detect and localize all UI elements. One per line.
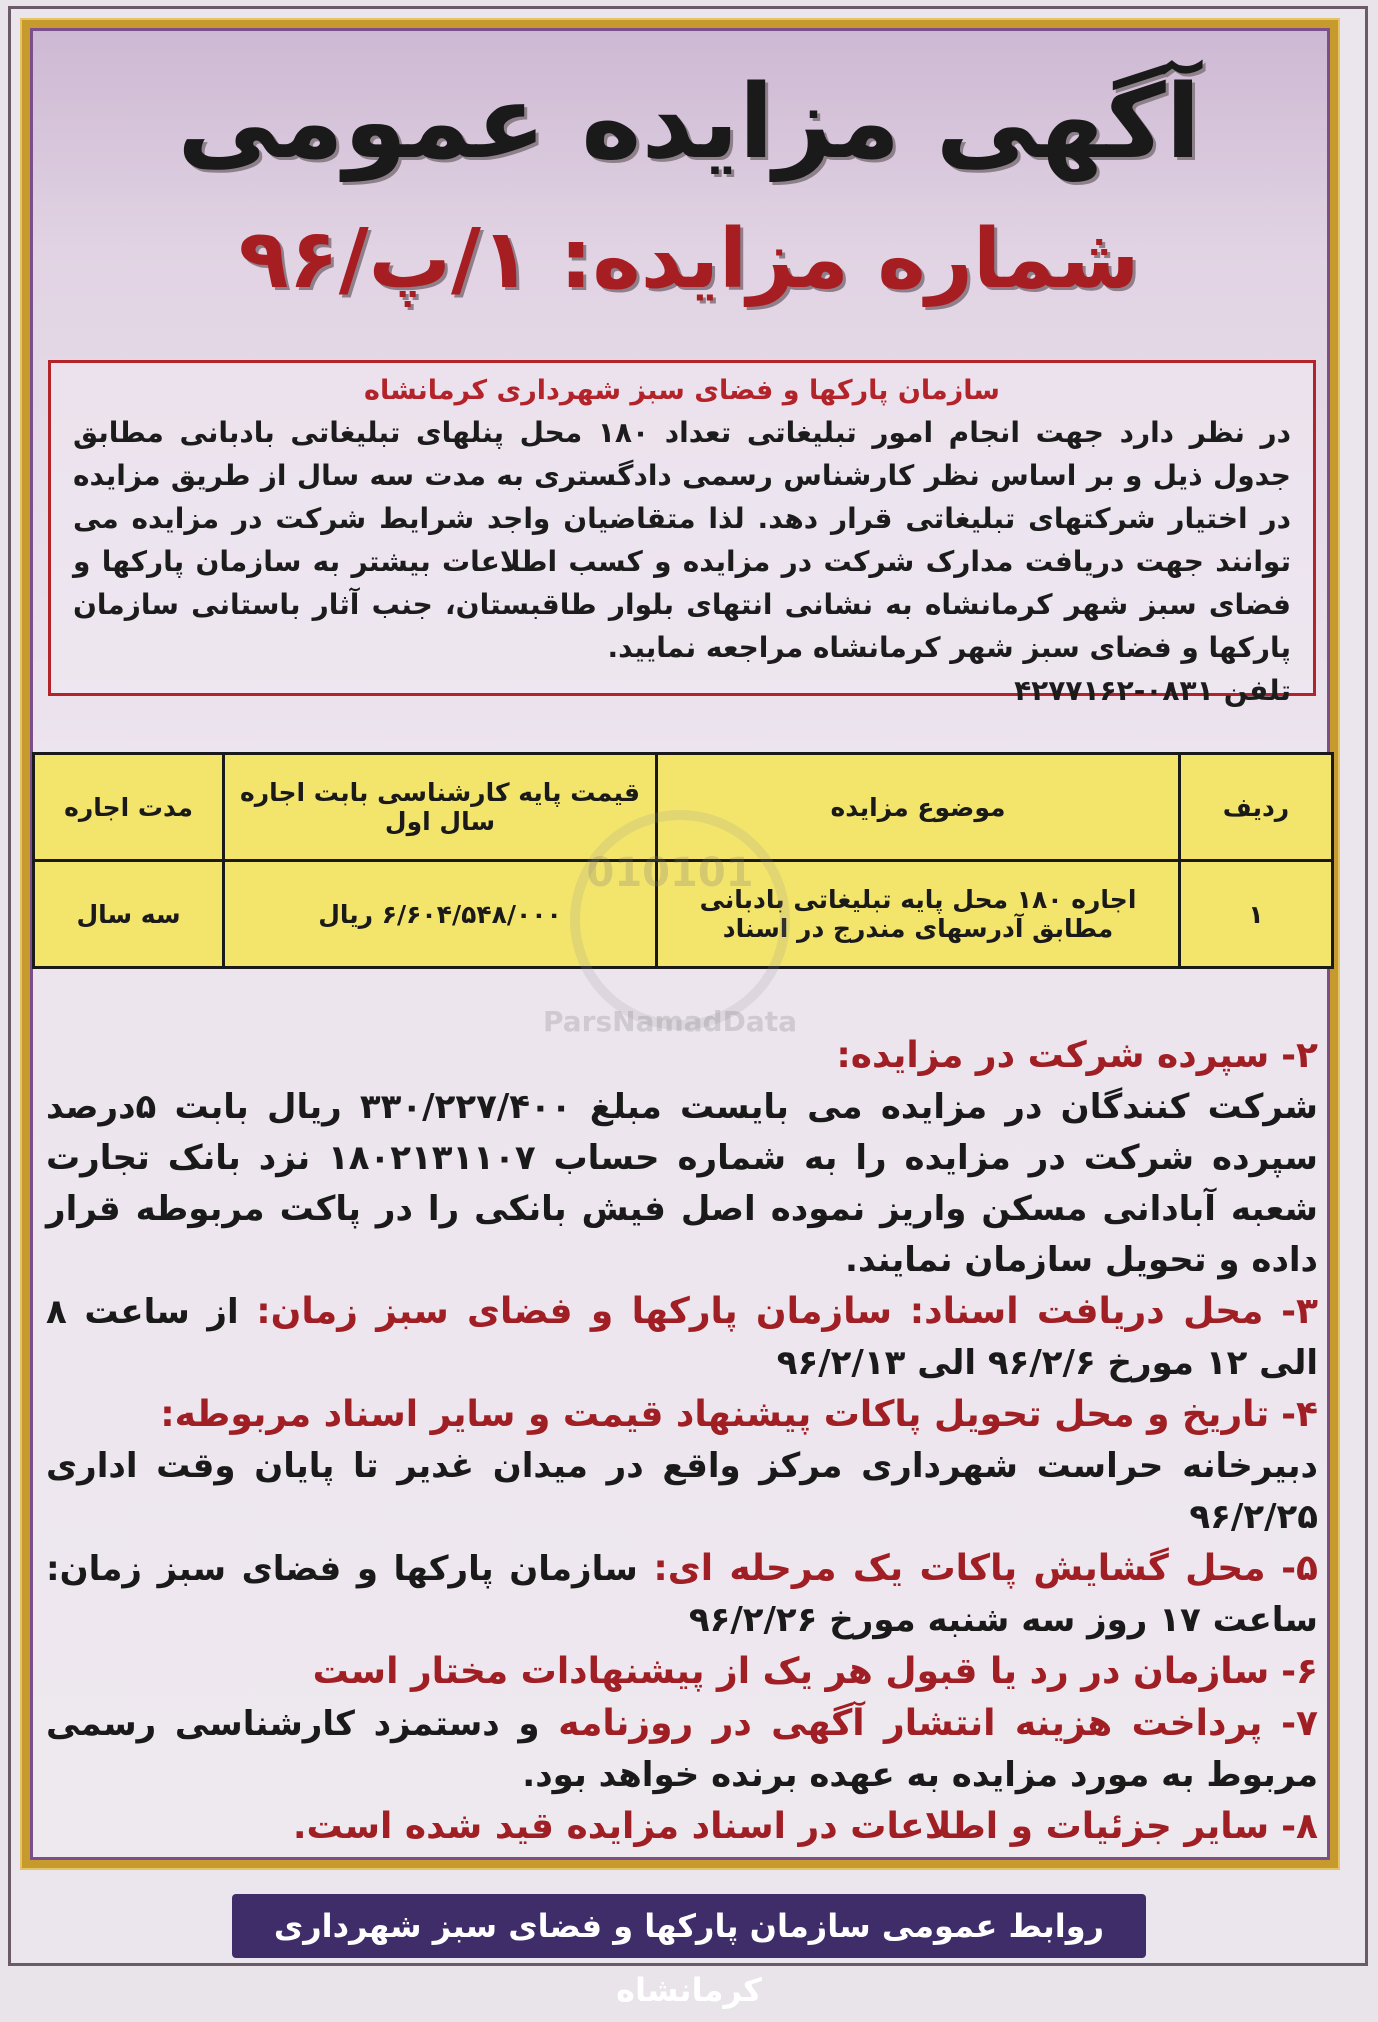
watermark-brand: ParsNamadData xyxy=(543,1005,797,1038)
phone-line xyxy=(73,669,1291,712)
section-3-text: از ساعت ۸ الی ۱۲ مورخ ۹۶/۲/۶ الی ۹۶/۲/۱۳ xyxy=(46,1292,1318,1383)
section-8-title: سایر جزئیات و اطلاعات در اسناد مزایده قید شده است. xyxy=(292,1806,1270,1847)
section-7: ۷- پرداخت هزینه انتشار آگهی در روزنامه و دستمزد کارشناسی رسمی مربوط به مورد مزایده به عهده برنده خواهد بود. xyxy=(46,1703,1319,1795)
cell-row-number: ۱ xyxy=(1180,861,1333,968)
footer-public-relations: روابط عمومی سازمان پارکها و فضای سبز شهرداری کرمانشاه xyxy=(232,1894,1146,1958)
section-4-title: تاریخ و محل تحویل پاکات پیشنهاد قیمت و سایر اسناد مربوطه: xyxy=(160,1394,1270,1435)
intro-text: در نظر دارد جهت انجام امور تبلیغاتی تعداد ۱۸۰ محل پنلهای تبلیغاتی بادبانی مطابق جدول ذیل و بر اساس نظر کارشناس رسمی دادگستری به مدت سه سال از طریق مزایده در اختیار شرکتهای تبلیغاتی قرار دهد. لذا متقاضیان واجد شرایط شرکت در مزایده می توانند جهت دریافت مدارک شرکت در مزایده و کسب اطلاعات بیشتر به سازمان پارکها و فضای سبز شهر کرمانشاه به نشانی انتهای بلوار طاقبستان، جنب آثار باستانی سازمان پارکها و فضای سبز شهر کرمانشاه مراجعه نمایید. xyxy=(73,416,1292,664)
cell-subject: اجاره ۱۸۰ محل پایه تبلیغاتی بادبانی مطابق آدرسهای مندرج در اسناد xyxy=(657,861,1180,968)
section-2: ۲- سپرده شرکت در مزایده: xyxy=(836,1035,1318,1076)
section-3-title: محل دریافت اسناد: xyxy=(909,1291,1264,1332)
phone-number: ۰۸۳۱-۴۲۷۷۱۶۲ xyxy=(1014,674,1214,707)
section-7-title: پرداخت هزینه انتشار آگهی در روزنامه xyxy=(558,1703,1263,1744)
section-6: ۶- سازمان در رد یا قبول هر یک از پیشنهادات مختار است xyxy=(312,1651,1318,1692)
section-5: ۵- محل گشایش پاکات یک مرحله ای: سازمان پارکها و فضای سبز زمان: ساعت ۱۷ روز سه شنبه مورخ ۹۶/۲/۲۶ xyxy=(46,1548,1319,1640)
section-3-highlight: سازمان پارکها و فضای سبز زمان: xyxy=(256,1291,893,1332)
section-7-text: و دستمزد کارشناسی رسمی مربوط به مورد مزایده به عهده برنده خواهد بود. xyxy=(46,1704,1318,1795)
section-8: ۸- سایر جزئیات و اطلاعات در اسناد مزایده قید شده است. xyxy=(292,1806,1318,1847)
header-row-number: ردیف xyxy=(1180,754,1333,861)
section-4: ۴- تاریخ و محل تحویل پاکات پیشنهاد قیمت و سایر اسناد مربوطه: xyxy=(160,1394,1318,1435)
section-2-text: شرکت کنندگان در مزایده می بایست مبلغ ۳۳۰/۲۲۷/۴۰۰ ریال بابت ۵درصد سپرده شرکت در مزایده را به شماره حساب ۱۸۰۲۱۳۱۱۰۷ نزد بانک تجارت شعبه آبادانی مسکن واریز نموده اصل فیش بانکی را در پاکت مربوطه قرار داده و تحویل سازمان نمایند. xyxy=(46,1087,1318,1280)
table-header-row xyxy=(34,754,1333,861)
section-2-title: سپرده شرکت در مزایده: xyxy=(836,1035,1270,1076)
header-duration: مدت اجاره xyxy=(34,754,224,861)
intro-box xyxy=(48,360,1316,707)
conditions-list xyxy=(46,1030,1319,1847)
organization-name: سازمان پارکها و فضای سبز شهرداری کرمانشاه xyxy=(364,375,1000,406)
section-4-text: دبیرخانه حراست شهرداری مرکز واقع در میدان غدیر تا پایان وقت اداری ۹۶/۲/۲۵ xyxy=(46,1446,1318,1537)
section-6-title: سازمان در رد یا قبول هر یک از پیشنهادات مختار است xyxy=(312,1651,1270,1692)
header-subject: موضوع مزایده xyxy=(657,754,1180,861)
table-row xyxy=(34,861,1333,968)
page-title: آگهی مزایده عمومی xyxy=(177,63,1201,182)
auction-number: شماره مزایده: ۱/پ/۹۶ xyxy=(238,212,1140,307)
section-5-text: سازمان پارکها و فضای سبز زمان: ساعت ۱۷ روز سه شنبه مورخ ۹۶/۲/۲۶ xyxy=(46,1549,1318,1640)
header-base-price: قیمت پایه کارشناسی بابت اجاره سال اول xyxy=(224,754,657,861)
cell-base-price: ۶/۶۰۴/۵۴۸/۰۰۰ ریال xyxy=(224,861,657,968)
lease-table xyxy=(32,752,1334,969)
cell-duration: سه سال xyxy=(34,861,224,968)
watermark-code: 010101 xyxy=(586,850,754,896)
section-5-title: محل گشایش پاکات یک مرحله ای: xyxy=(653,1548,1266,1589)
phone-label: تلفن xyxy=(1223,674,1291,707)
section-3: ۳- محل دریافت اسناد: سازمان پارکها و فضای سبز زمان: از ساعت ۸ الی ۱۲ مورخ ۹۶/۲/۶ الی ۹۶/۲/۱۳ xyxy=(46,1291,1318,1383)
